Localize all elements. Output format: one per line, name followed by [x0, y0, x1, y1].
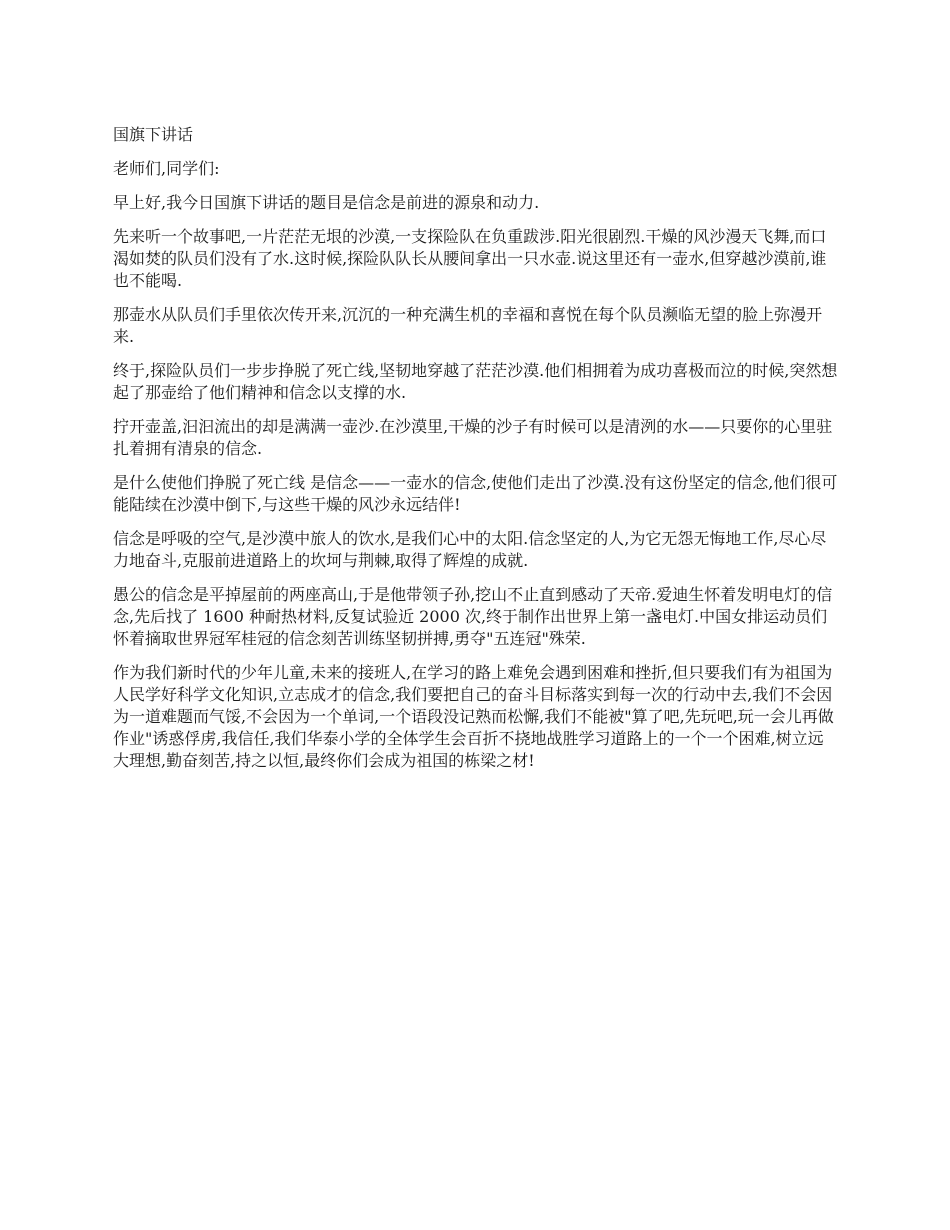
paragraph-conclusion: 作为我们新时代的少年儿童,未来的接班人,在学习的路上难免会遇到困难和挫折,但只要我们有为祖国为人民学好科学文化知识,立志成才的信念,我们要把自己的奋斗目标落实到每一次的行动中去,我们不会因为一道难题而气馁,不会因为一个单词,一个语段没记熟而松懈,我们不能被"算了吧,先玩吧,玩一会儿再做作业"诱惑俘虏,我信任,我们华泰小学的全体学生会百折不挠地战胜学习道路上的一个一个困难,树立远大理想,勤奋刻苦,持之以恒,最终你们会成为祖国的栋梁之材! [113, 663, 834, 770]
document-title: 国旗下讲话 [113, 125, 194, 144]
paragraph-topic: 早上好,我今日国旗下讲话的题目是信念是前进的源泉和动力. [113, 193, 540, 212]
paragraph-belief-reason: 是什么使他们挣脱了死亡线 是信念——一壶水的信念,使他们走出了沙漠.没有这份坚定的信念,他们很可能陆续在沙漠中倒下,与这些干燥的风沙永远结伴! [113, 473, 838, 514]
document-body [113, 124, 838, 784]
paragraph-story-intro: 先来听一个故事吧,一片茫茫无垠的沙漠,一支探险队在负重跋涉.阳光很剧烈.干燥的风沙漫天飞舞,而口渴如焚的队员们没有了水.这时候,探险队队长从腰间拿出一只水壶.说这里还有一壶水,但穿越沙漠前,谁也不能喝. [113, 227, 827, 290]
paragraph-story-sand: 拧开壶盖,汩汩流出的却是满满一壶沙.在沙漠里,干燥的沙子有时候可以是清洌的水——只要你的心里驻扎着拥有清泉的信念. [113, 417, 833, 458]
paragraph-story-escape: 终于,探险队员们一步步挣脱了死亡线,坚韧地穿越了茫茫沙漠.他们相拥着为成功喜极而泣的时候,突然想起了那壶给了他们精神和信念以支撑的水. [113, 361, 838, 402]
paragraph-belief-meaning: 信念是呼吸的空气,是沙漠中旅人的饮水,是我们心中的太阳.信念坚定的人,为它无怨无悔地工作,尽心尽力地奋斗,克服前进道路上的坎坷与荆棘,取得了辉煌的成就. [113, 529, 827, 570]
paragraph-story-water: 那壶水从队员们手里依次传开来,沉沉的一种充满生机的幸福和喜悦在每个队员濒临无望的脸上弥漫开来. [113, 305, 823, 346]
paragraph-examples: 愚公的信念是平掉屋前的两座高山,于是他带领子孙,挖山不止直到感动了天帝.爱迪生怀着发明电灯的信念,先后找了 1600 种耐热材料,反复试验近 2000 次,终于制作出世界上第一盏电灯.中国女排运动员们怀着摘取世界冠军桂冠的信念刻苦训练坚韧拼搏,勇夺"五连冠"殊荣. [113, 585, 833, 648]
paragraph-greeting: 老师们,同学们: [113, 159, 220, 178]
